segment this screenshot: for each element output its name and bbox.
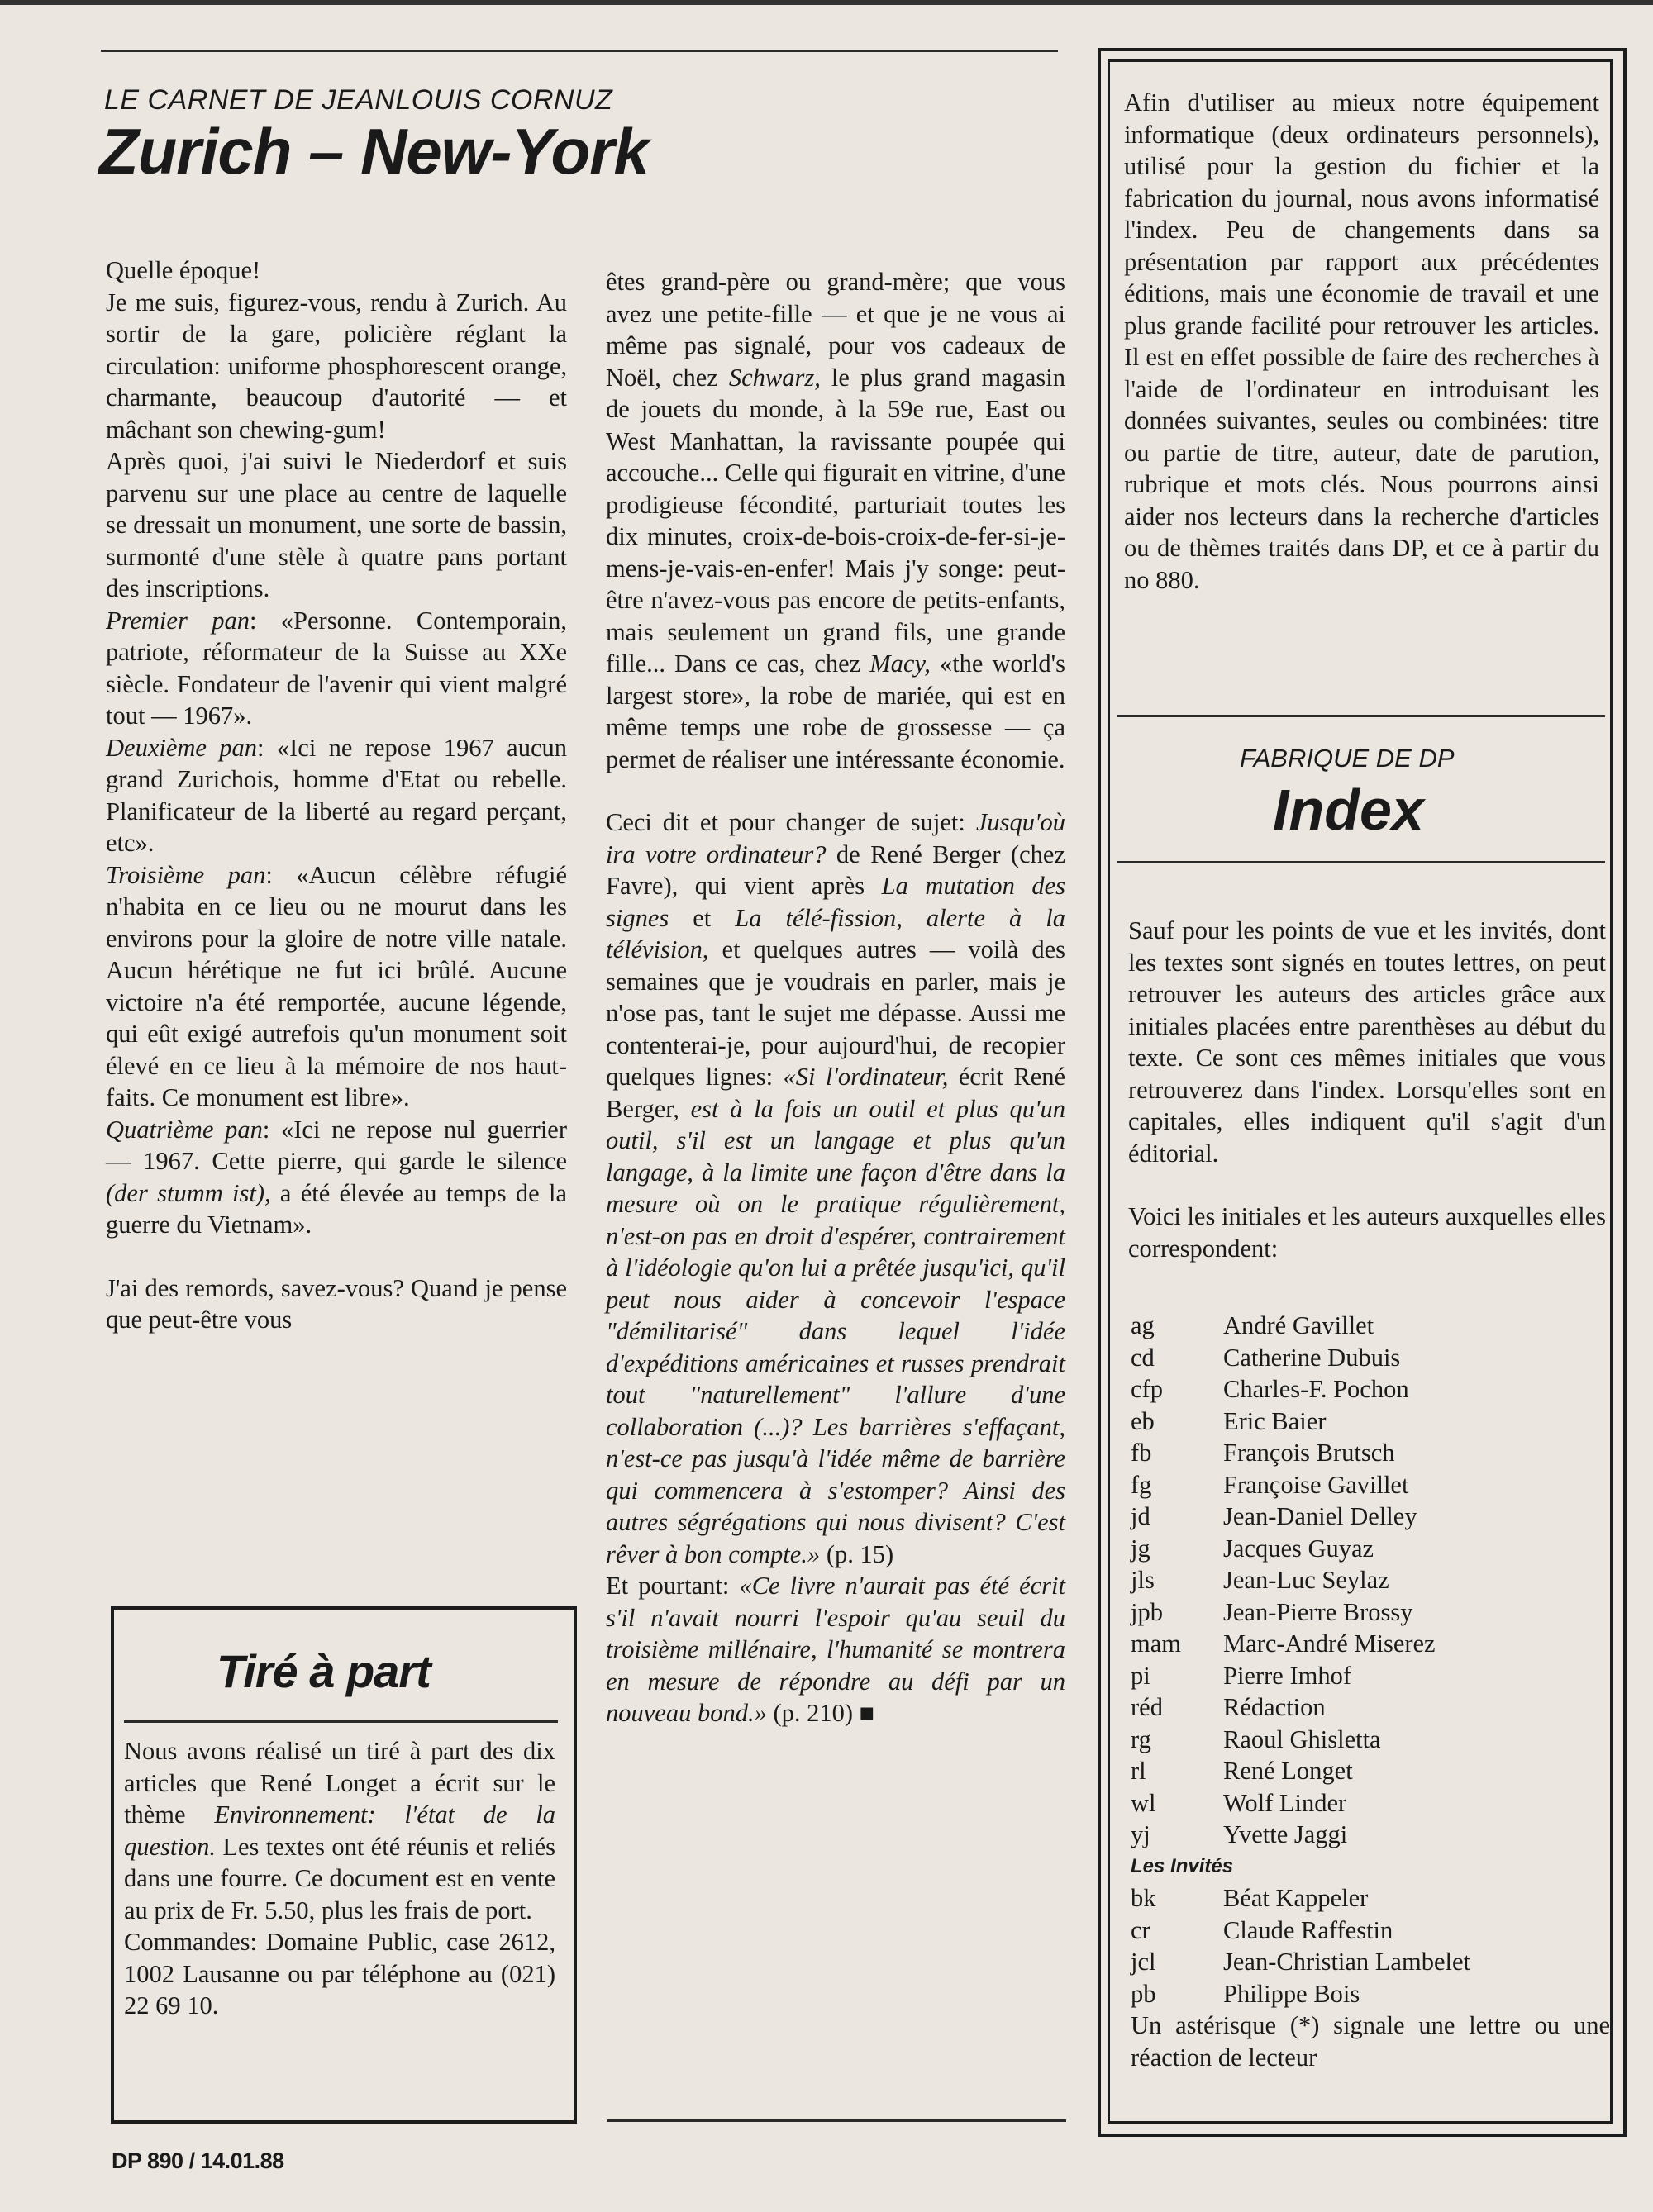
- author-initials: pi: [1131, 1661, 1150, 1690]
- author-row: [1131, 1310, 1627, 1342]
- author-name: Wolf Linder: [1223, 1788, 1347, 1817]
- author-name: Yvette Jaggi: [1223, 1820, 1348, 1848]
- top-edge-rule: [0, 0, 1653, 5]
- author-row: [1131, 1787, 1627, 1820]
- author-row: [1131, 1691, 1627, 1724]
- index-title: Index: [1273, 778, 1424, 842]
- author-name: Jacques Guyaz: [1223, 1534, 1374, 1563]
- author-initials: rg: [1131, 1724, 1151, 1753]
- author-row: [1131, 1564, 1627, 1596]
- author-initials: fg: [1131, 1470, 1152, 1499]
- tire-a-part-text: [124, 1735, 555, 2022]
- header-rule: [101, 50, 1058, 52]
- author-row: [1131, 1533, 1627, 1565]
- index-kicker: FABRIQUE DE DP: [1240, 744, 1455, 773]
- author-name: Jean-Luc Seylaz: [1223, 1566, 1389, 1594]
- author-row: [1131, 1373, 1627, 1406]
- author-initials: cfp: [1131, 1375, 1163, 1403]
- author-initials: rl: [1131, 1757, 1146, 1785]
- author-initials: yj: [1131, 1820, 1150, 1848]
- author-row: [1131, 1406, 1627, 1438]
- author-name: Jean-Daniel Delley: [1223, 1502, 1417, 1530]
- tire-a-part-title: Tiré à part: [217, 1645, 431, 1697]
- paragraph: J'ai des remords, savez-vous? Quand je pense que peut-être vous: [106, 1273, 567, 1334]
- author-name: Françoise Gavillet: [1223, 1470, 1409, 1499]
- author-name: Pierre Imhof: [1223, 1661, 1351, 1690]
- author-name: Raoul Ghisletta: [1223, 1724, 1381, 1753]
- author-row: [1131, 1437, 1627, 1469]
- author-name: Béat Kappeler: [1223, 1884, 1369, 1912]
- author-initials: cd: [1131, 1343, 1155, 1372]
- paragraph: Et pourtant: «Ce livre n'aurait pas été écrit s'il n'avait nourri l'espoir qu'au seuil du troisième millénaire, l'humanité se montrera en mesure de répondre au défi par un nouveau bond.» (p. 210) ■: [606, 1572, 1065, 1727]
- index-rule-top: [1117, 715, 1605, 717]
- pan-4: Quatrième pan: «Ici ne repose nul guerrier — 1967. Cette pierre, qui garde le silence (der stumm ist), a été élevée au temps de la guerre du Vietnam».: [106, 1115, 567, 1239]
- author-row: [1131, 1660, 1627, 1692]
- author-row: [1131, 1978, 1627, 2010]
- paragraph: êtes grand-père ou grand-mère; que vous avez une petite-fille — et que je ne vous ai même pas signalé, pour vos cadeaux de Noël, chez Schwarz, le plus grand magasin de jouets du monde, à la 59e rue, East ou West Manhattan, la ravissante poupée qui accouche... Celle qui figurait en vitrine, d'une prodigieuse fécondité, parturiait toutes les dix minutes, croix-de-bois-croix-de-fer-si-je-mens-je-vais-en-enfer! Mais j'y songe: peut-être n'avez-vous pas encore de petits-enfants, mais seulement un grand fils, une grande fille... Dans ce cas, chez Macy, «the world's largest store», la robe de mariée, qui est en même temps une robe de grossesse — ça permet de réaliser une intéressante économie.: [606, 268, 1065, 773]
- paragraph: Quelle époque!: [106, 256, 261, 284]
- author-row: [1131, 1819, 1627, 1851]
- author-initials: jcl: [1131, 1948, 1156, 1976]
- index-rule-bottom: [1117, 861, 1605, 863]
- author-initials: réd: [1131, 1693, 1163, 1721]
- asterisk-note: Un astérisque (*) signale une lettre ou une réaction de lecteur: [1131, 2011, 1610, 2072]
- article-column-1: [106, 254, 567, 1336]
- article-column-2: [606, 266, 1065, 1729]
- article-kicker: LE CARNET DE JEANLOUIS CORNUZ: [104, 84, 613, 116]
- author-initials: wl: [1131, 1788, 1156, 1817]
- author-name: Marc-André Miserez: [1223, 1629, 1436, 1658]
- paragraph: Commandes: Domaine Public, case 2612, 1002 Lausanne ou par téléphone au (021) 22 69 10.: [124, 1928, 555, 2019]
- author-row: [1131, 1915, 1627, 1947]
- author-initials: jpb: [1131, 1597, 1163, 1626]
- index-description: [1128, 915, 1606, 1264]
- author-initials: jg: [1131, 1534, 1150, 1563]
- page-footer: DP 890 / 14.01.88: [112, 2148, 284, 2173]
- paragraph: Sauf pour les points de vue et les invités, dont les textes sont signés en toutes lettres, on peut retrouver les auteurs des articles grâce aux initiales placées entre parenthèses au début du texte. Ce sont ces mêmes initiales que vous retrouverez dans l'index. Lorsqu'elles sont en capitales, elles indiquent qu'il s'agit d'un éditorial.: [1128, 916, 1606, 1168]
- author-initials: jls: [1131, 1566, 1155, 1594]
- pan-2: Deuxième pan: «Ici ne repose 1967 aucun grand Zurichois, homme d'Etat ou rebelle. Planificateur de la liberté au regard perçant, etc».: [106, 733, 567, 857]
- author-initials: ag: [1131, 1311, 1155, 1339]
- paragraph: Nous avons réalisé un tiré à part des dix articles que René Longet a écrit sur le thème Environnement: l'état de la question. Les textes ont été réunis et reliés dans une fourre. Ce document est en vente au prix de Fr. 5.50, plus les frais de port.: [124, 1737, 555, 1924]
- author-row: [1131, 1596, 1627, 1629]
- author-initials: pb: [1131, 1979, 1156, 2008]
- paragraph: Je me suis, figurez-vous, rendu à Zurich. Au sortir de la gare, policière réglant la circulation: uniforme phosphorescent orange, charmante, beaucoup d'autorité — et mâchant son chewing-gum!: [106, 288, 567, 444]
- index-intro: Afin d'utiliser au mieux notre équipement informatique (deux ordinateurs personnels), utilisé pour la gestion du fichier et la fabrication du journal, nous avons informatisé l'index. Peu de changements dans sa présentation par rapport aux précédentes éditions, mais une économie de travail et une plus grande facilité pour retrouver les articles. Il est en effet possible de faire des recherches à l'aide de l'ordinateur en introduisant les données suivantes, seules ou combinées: titre ou partie de titre, auteur, date de parution, rubrique et mots clés. Nous pourrons ainsi aider nos lecteurs dans la recherche d'articles ou de thèmes traités dans DP, et ce à partir du no 880.: [1124, 88, 1599, 594]
- author-initials: cr: [1131, 1915, 1150, 1944]
- author-name: René Longet: [1223, 1757, 1353, 1785]
- author-initials: eb: [1131, 1406, 1155, 1435]
- author-name: Charles-F. Pochon: [1223, 1375, 1409, 1403]
- author-row: [1131, 1628, 1627, 1660]
- author-name: André Gavillet: [1223, 1311, 1374, 1339]
- pan-1: Premier pan: «Personne. Contemporain, patriote, réformateur de la Suisse au XXe siècle. Fondateur de l'avenir qui vient malgré tout — 1967».: [106, 606, 567, 730]
- invites-heading: Les Invités: [1131, 1854, 1234, 1877]
- paragraph: Ceci dit et pour changer de sujet: Jusqu'où ira votre ordinateur? de René Berger (chez Favre), qui vient après La mutation des signes et La télé-fission, alerte à la télévision, et quelques autres — voilà des semaines que je voudrais en parler, mais je n'ose pas, tant le sujet me dépasse. Aussi me contenterai-je, pour aujourd'hui, de recopier quelques lignes: «Si l'ordinateur, écrit René Berger, est à la fois un outil et plus qu'un outil, s'il est un langage et plus qu'un langage, à la limite une façon d'être dans la mesure où on le pratique régulièrement, n'est-on pas en droit d'espérer, contrairement à l'idéologie qu'on lui a prêtée jusqu'ici, qu'il peut nous aider à concevoir l'espace "démilitarisé" dans lequel l'idée d'expéditions américaines et russes prendrait tout "naturellement" l'allure d'une collaboration (...)? Les barrières s'effaçant, n'est-ce pas jusqu'à l'idée même de barrière qui commencera à s'estomper? Ainsi des autres ségrégations qui nous divisent? C'est rêver à bon compte.» (p. 15): [606, 808, 1066, 1568]
- column-end-rule: [607, 2119, 1066, 2122]
- paragraph: Après quoi, j'ai suivi le Niederdorf et suis parvenu sur une place au centre de laquelle se dressait un monument, une sorte de bassin, surmonté d'une stèle à quatre pans portant des inscriptions.: [106, 447, 567, 602]
- author-initials: mam: [1131, 1629, 1181, 1658]
- author-name: Catherine Dubuis: [1223, 1343, 1401, 1372]
- author-row: [1131, 1501, 1627, 1533]
- author-row: [1131, 1946, 1627, 1978]
- tire-a-part-rule: [124, 1720, 558, 1723]
- author-name: Claude Raffestin: [1223, 1915, 1393, 1944]
- author-initials: jd: [1131, 1502, 1150, 1530]
- author-name: Eric Baier: [1223, 1406, 1327, 1435]
- author-name: Jean-Pierre Brossy: [1223, 1597, 1413, 1626]
- author-name: François Brutsch: [1223, 1439, 1395, 1467]
- authors-list: [1131, 1310, 1627, 2073]
- paragraph: Voici les initiales et les auteurs auxquelles elles correspondent:: [1128, 1202, 1606, 1263]
- author-row: [1131, 1882, 1627, 1915]
- author-row: [1131, 1724, 1627, 1756]
- author-initials: fb: [1131, 1439, 1152, 1467]
- author-row: [1131, 1469, 1627, 1501]
- pan-3: Troisième pan: «Aucun célèbre réfugié n'habita en ce lieu ou ne mourut dans les environs pour la gloire de notre ville natale. Aucun hérétique ne fut ici brûlé. Aucune victoire n'a été remportée, aucune légende, qui eût exigé autrefois qu'un monument soit élevé en ce lieu à la mémoire de nos haut-faits. Ce monument est libre».: [106, 860, 567, 1111]
- author-row: [1131, 1342, 1627, 1374]
- author-name: Rédaction: [1223, 1693, 1326, 1721]
- author-name: Philippe Bois: [1223, 1979, 1360, 2008]
- author-name: Jean-Christian Lambelet: [1223, 1948, 1470, 1976]
- author-initials: bk: [1131, 1884, 1156, 1912]
- article-title: Zurich – New-York: [99, 115, 649, 188]
- author-row: [1131, 1755, 1627, 1787]
